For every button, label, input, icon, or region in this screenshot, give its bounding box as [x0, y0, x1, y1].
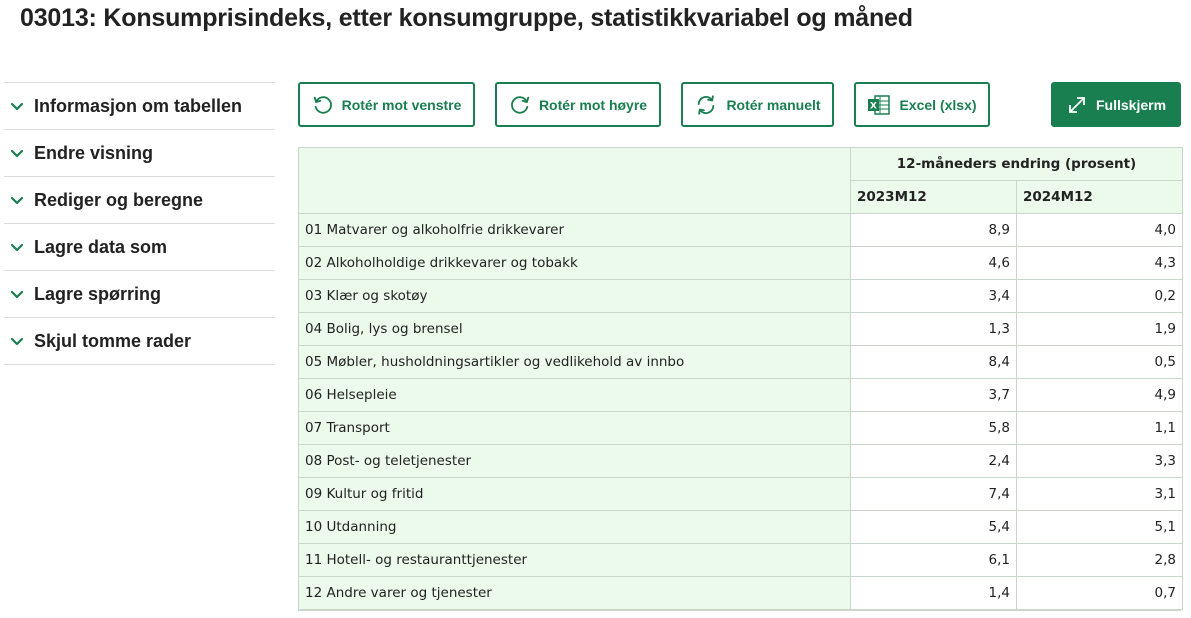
chevron-down-icon: [10, 239, 26, 255]
cell-value: 0,7: [1017, 577, 1183, 610]
excel-button[interactable]: [854, 82, 990, 127]
cell-value: 3,1: [1017, 478, 1183, 511]
sidebar: [4, 82, 275, 365]
cell-value: 1,4: [851, 577, 1017, 610]
row-label: 09 Kultur og fritid: [299, 478, 851, 511]
cell-value: 4,9: [1017, 379, 1183, 412]
fullscreen-button[interactable]: [1051, 82, 1181, 127]
rotate-right-icon: [509, 94, 531, 116]
cell-value: 8,9: [851, 214, 1017, 247]
sidebar-item-rediger[interactable]: [4, 177, 275, 224]
chevron-down-icon: [10, 145, 26, 161]
row-label: 11 Hotell- og restauranttjenester: [299, 544, 851, 577]
row-label: 01 Matvarer og alkoholfrie drikkevarer: [299, 214, 851, 247]
data-table: [298, 147, 1183, 610]
cell-value: 3,7: [851, 379, 1017, 412]
table-bottom-divider: [298, 610, 1181, 611]
expand-icon: [1066, 94, 1088, 116]
cell-value: 5,8: [851, 412, 1017, 445]
cell-value: 0,5: [1017, 346, 1183, 379]
rotate-right-label: Rotér mot høyre: [538, 96, 648, 113]
excel-label: Excel (xlsx): [899, 96, 977, 113]
cell-value: 5,1: [1017, 511, 1183, 544]
row-label: 07 Transport: [299, 412, 851, 445]
sidebar-item-lagre-data[interactable]: [4, 224, 275, 271]
chevron-down-icon: [10, 286, 26, 302]
rotate-left-icon: [312, 94, 334, 116]
cell-value: 4,3: [1017, 247, 1183, 280]
cell-value: 7,4: [851, 478, 1017, 511]
fullscreen-label: Fullskjerm: [1095, 96, 1167, 113]
table-row: [299, 445, 1183, 478]
chevron-down-icon: [10, 98, 26, 114]
table-row: [299, 577, 1183, 610]
refresh-icon: [694, 94, 718, 116]
cell-value: 3,3: [1017, 445, 1183, 478]
chevron-down-icon: [10, 333, 26, 349]
cell-value: 4,6: [851, 247, 1017, 280]
row-label: 12 Andre varer og tjenester: [299, 577, 851, 610]
row-label: 04 Bolig, lys og brensel: [299, 313, 851, 346]
page-title: 03013: Konsumprisindeks, etter konsumgruppe, statistikkvariabel og måned: [20, 4, 913, 32]
row-label: 06 Helsepleie: [299, 379, 851, 412]
table-row: [299, 412, 1183, 445]
variable-header: 12-måneders endring (prosent): [851, 148, 1183, 181]
table-row: [299, 214, 1183, 247]
rotate-manual-button[interactable]: [681, 82, 834, 127]
rotate-manual-label: Rotér manuelt: [726, 96, 821, 113]
svg-text:X: X: [870, 101, 878, 111]
row-label: 02 Alkoholholdige drikkevarer og tobakk: [299, 247, 851, 280]
cell-value: 6,1: [851, 544, 1017, 577]
table-row: [299, 346, 1183, 379]
rotate-right-button[interactable]: [495, 82, 661, 127]
sidebar-item-skjul-tomme[interactable]: [4, 318, 275, 365]
sidebar-item-label: Lagre spørring: [34, 283, 162, 304]
cell-value: 1,3: [851, 313, 1017, 346]
column-header: 2024M12: [1017, 181, 1183, 214]
sidebar-item-label: Lagre data som: [34, 236, 168, 257]
excel-icon: [867, 94, 891, 116]
chevron-down-icon: [10, 192, 26, 208]
cell-value: 4,0: [1017, 214, 1183, 247]
table-row: [299, 313, 1183, 346]
row-label: 10 Utdanning: [299, 511, 851, 544]
sidebar-item-informasjon[interactable]: [4, 83, 275, 130]
sidebar-item-label: Informasjon om tabellen: [34, 95, 243, 116]
rotate-left-button[interactable]: [298, 82, 475, 127]
table-row: [299, 280, 1183, 313]
row-label: 08 Post- og teletjenester: [299, 445, 851, 478]
rotate-left-label: Rotér mot venstre: [341, 96, 462, 113]
cell-value: 0,2: [1017, 280, 1183, 313]
sidebar-item-label: Endre visning: [34, 142, 154, 163]
row-label: 05 Møbler, husholdningsartikler og vedlikehold av innbo: [299, 346, 851, 379]
column-header: 2023M12: [851, 181, 1017, 214]
cell-value: 2,8: [1017, 544, 1183, 577]
table-corner: [299, 148, 851, 214]
cell-value: 3,4: [851, 280, 1017, 313]
cell-value: 1,1: [1017, 412, 1183, 445]
table-row: [299, 544, 1183, 577]
cell-value: 8,4: [851, 346, 1017, 379]
sidebar-item-label: Skjul tomme rader: [34, 330, 192, 351]
cell-value: 2,4: [851, 445, 1017, 478]
table-row: [299, 478, 1183, 511]
sidebar-item-endre-visning[interactable]: [4, 130, 275, 177]
sidebar-item-label: Rediger og beregne: [34, 189, 204, 210]
cell-value: 5,4: [851, 511, 1017, 544]
table-row: [299, 247, 1183, 280]
cell-value: 1,9: [1017, 313, 1183, 346]
sidebar-item-lagre-sporring[interactable]: [4, 271, 275, 318]
table-row: [299, 379, 1183, 412]
row-label: 03 Klær og skotøy: [299, 280, 851, 313]
table-row: [299, 511, 1183, 544]
